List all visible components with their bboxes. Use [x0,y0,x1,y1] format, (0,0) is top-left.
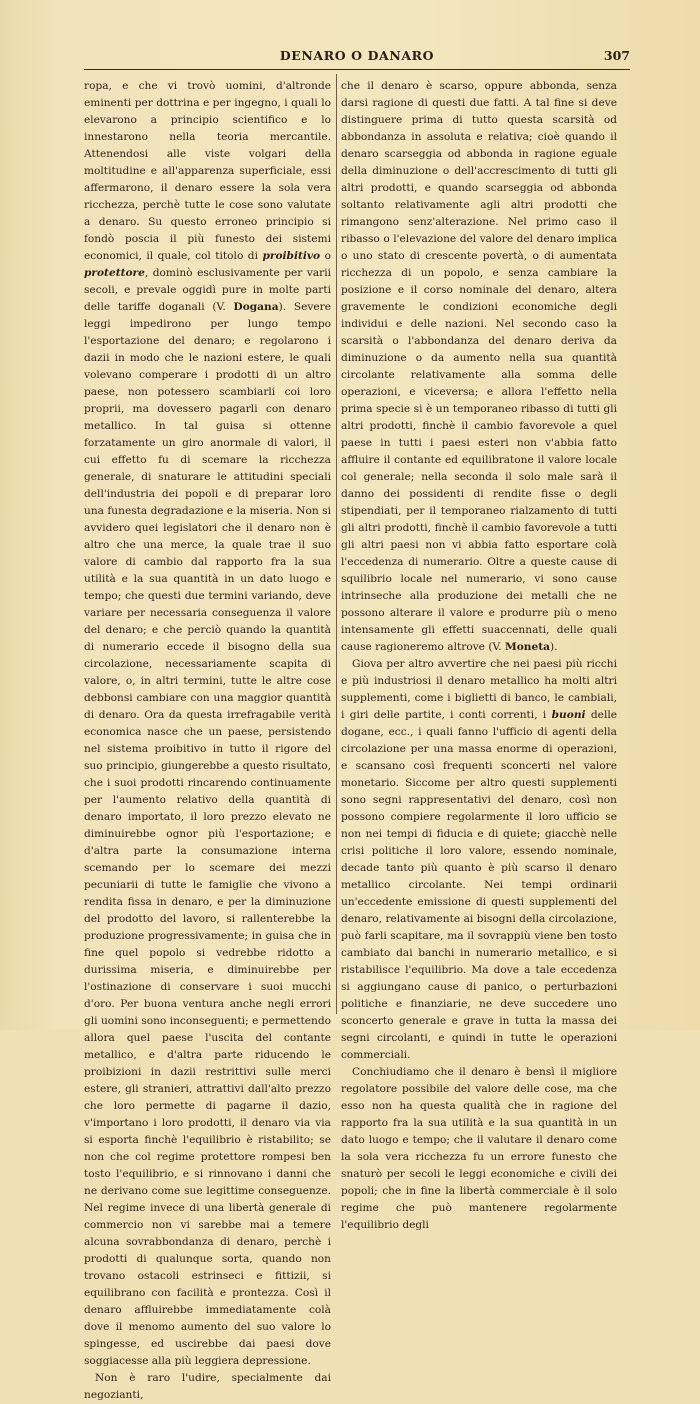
text-run: che il denaro è scarso, oppure abbonda, senza darsi ragione di questi due fatti. A tal fine si deve distinguere prima di tutto questa scarsità od abbondanza in assoluta e relativa; cioè quando il denaro scarseggia od abbonda in ragione eguale della diminuzione o dell'accrescimento di tutti gli altri prodotti, e quando scarseggia od abbonda soltanto relativamente agli altri prodotti che rimangono senz'alterazione. Nel primo caso il ribasso o l'elevazione del valore del denaro implica o uno stato di crescente povertà, o di aumentata ricchezza di un popolo, e senza cambiare la posizione e il corso nominale del denaro, altera gravemente le condizioni economiche degli individui e delle nazioni. Nel secondo caso la scarsità o l'abbondanza del denaro deriva da diminuzione o da aumento nella sua quantità circolante relativamente alla somma delle operazioni, e viceversa; e allora l'effetto nella prima specie si è un temporaneo ribasso di tutti gli altri prodotti, finchè il cambio favorevole a quel paese in tutti i paesi esteri non v'abbia fatto affluire il contante ed equilibratone il valore locale col generale; nella seconda il solo male sarà il danno dei possidenti di rendite fisse o degli stipendiati, per il temporaneo rialzamento di tutti gli altri prodotti, finchè il cambio favorevole a tutti gli altri paesi non vi abbia fatto esportare colà l'eccedenza di numerario. Oltre a queste cause di squilibrio locale nel numerario, vi sono cause intrinseche alla produzione dei metalli che ne possono alterare il valore e produrre più o meno intensamente gli effetti suaccennati, delle quali cause ragioneremo altrove (V. [341,80,617,653]
left-paragraph-2: Non è raro l'udire, specialmente dai negozianti, [84,1372,331,1401]
cross-ref-moneta: Moneta [504,641,550,653]
term-protettore: protettore [84,267,145,279]
right-paragraph-3: Conchiudiamo che il denaro è bensì il migliore regolatore possibile del valore delle cose, ma che esso non ha questa qualità che in ragione del rapporto fra la sua utilità e la sua quantità in un dato luogo e tempo; che il valutare il denaro come la sola vera ricchezza fu un errore funesto che snaturò per secoli le leggi economiche e civili dei popoli; che in fine la libertà commerciale è il solo regime che può mantenere regolarmente l'equilibrio degli [341,1066,617,1231]
text-run: delle dogane, ecc., i quali fanno l'ufficio di agenti della circolazione per una massa enorme di operazioni, e scansano così frequenti sconcerti nel valore monetario. Siccome per altro questi supplementi sono segni rappresentativi del denaro, così non possono compiere regolarmente il loro ufficio se non nei tempi di fiducia e di quiete; giacchè nelle crisi politiche il loro valore, essendo nominale, decade tanto più quanto è più scarso il denaro metallico circolante. Nei tempi ordinarii un'eccedente emissione di questi supplementi del denaro, relativamente ai bisogni della circolazione, può farli scapitare, ma il sovrappiù viene ben tosto cambiato dai banchi in numerario metallico, e si ristabilisce l'equilibrio. Ma dove a tale eccedenza si aggiungano cause di panico, o perturbazioni politiche e finanziarie, ne deve succedere uno sconcerto generale e grave in tutta la massa dei segni circolanti, e quindi in tutte le operazioni commerciali. [341,709,617,1061]
left-paragraph-1 [84,78,331,1370]
text-run: ropa, e che vi trovò uomini, d'altronde eminenti per dottrina e per ingegno, i quali lo elevarono a principio scientifico e lo innestarono nella teoria mercantile. Attenendosi alle viste volgari della moltitudine e all'apparenza superficiale, essi affermarono, il denaro essere la sola vera ricchezza, perchè tutte le cose sono valutate a denaro. Su questo erroneo principio si fondò poscia il più funesto dei sistemi economici, il quale, col titolo di [84,80,331,262]
right-column [341,78,617,1231]
page-number: 307 [603,48,630,63]
page-title: DENARO O DANARO [279,48,435,63]
text-run: o [320,250,331,262]
term-buoni: buoni [551,709,586,721]
column-divider [336,74,337,1014]
text-run: , dominò esclusivamente per varii secoli, e prevale oggidì pure in molte parti delle tariffe doganali (V. [84,267,331,313]
text-run: ). [549,641,558,653]
right-paragraph-2 [341,656,617,1064]
text-run: ). Severe leggi impedirono per lungo tempo l'esportazione del denaro; e regolarono i dazii in modo che le nazioni estere, le quali volevano comperare i prodotti di un altro paese, non potessero scambiarli coi loro proprii, ma dovessero pagarli con denaro metallico. In tal guisa si ottenne forzatamente un giro anormale di valori, il cui effetto fu di scemare la ricchezza generale, di snaturare le attitudini speciali dell'industria dei popoli e di preparar loro una funesta degradazione e la miseria. Non si avvidero quei legislatori che il denaro non è altro che una merce, la quale trae il suo valore di cambio dal rapporto fra la sua utilità e la sua quantità in un dato luogo e tempo; che questi due termini variando, deve variare per necessaria conseguenza il valore del denaro; e che perciò quando la quantità di numerario eccede il bisogno della sua circolazione, necessariamente scapita di valore, o, in altri termini, tutte le altre cose debbonsi cambiare con una maggior quantità di denaro. Ora da questa irrefragabile verità economica nasce che un paese, persistendo nel sistema proibitivo in tutto il rigore del suo principio, giungerebbe a questo risultato, che i suoi prodotti rincarendo continuamente per l'aumento relativo della quantità di denaro importato, il loro prezzo elevato ne diminuirebbe ognor più l'esportazione; e d'altra parte la consumazione interna scemando per lo scemare dei mezzi pecuniarii di tutte le famiglie che vivono a rendita fissa in denaro, e per la diminuzione del prodotto del lavoro, si rallenterebbe la produzione progressivamente; in guisa che in fine quel popolo si vedrebbe ridotto a durissima miseria, e diminuirebbe per l'ostinazione di conservare i suoi mucchi d'oro. Per buona ventura anche negli errori gli uomini sono inconseguenti; e permettendo allora quel paese l'uscita del contante metallico, e d'altra parte riducendo le proibizioni in dazii restrittivi sulle merci estere, gli stranieri, attrattivi dall'alto prezzo che loro permette di pagarne il dazio, v'importano i loro prodotti, il denaro via via si esporta finchè l'equilibrio è ristabilito; se non che col regime protettore rompesi ben tosto l'equilibrio, e si rinnovano i danni che ne derivano come sue legittime conseguenze. Nel regime invece di una libertà generale di commercio non vi sarebbe mai a temere alcuna sovrabbondanza di denaro, perchè i prodotti di qualunque sorta, quando non trovano ostacoli estrinseci e fittizii, si equilibrano con facilità e prontezza. Così il denaro affluirebbe immediatamente colà dove il menomo aumento del suo valore lo spingesse, ed uscirebbe dai paesi dove soggiacesse alla più leggiera depressione. [84,301,332,1367]
running-header [84,48,630,70]
header-rule [84,69,630,70]
term-proibitivo: proibitivo [262,250,321,262]
cross-ref-dogana: Dogana [233,301,279,313]
left-column [84,78,332,1401]
right-paragraph-1 [341,78,617,656]
text-run: Giova per altro avvertire che nei paesi più ricchi e più industriosi il denaro metallico ha molti altri supplementi, come i biglietti di banco, le cambiali, i giri delle partite, i conti correnti, i [341,658,617,721]
